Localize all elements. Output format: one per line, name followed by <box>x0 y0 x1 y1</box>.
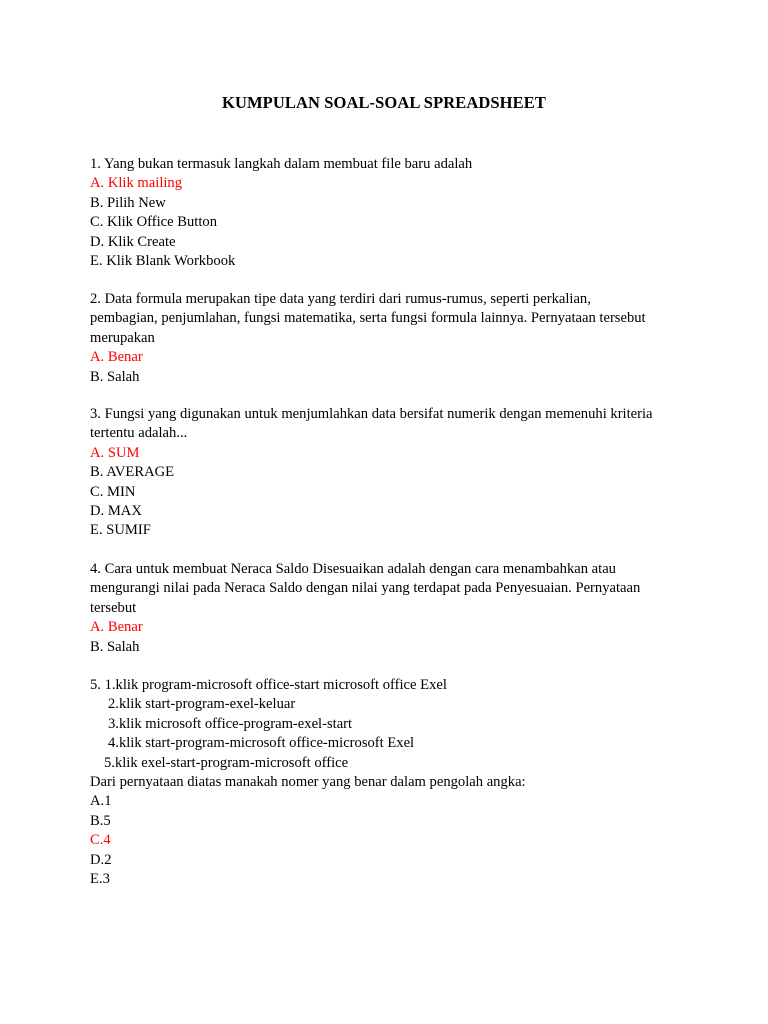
option: B. Salah <box>90 638 140 655</box>
option: B. Pilih New <box>90 194 166 211</box>
question-prompt: Dari pernyataan diatas manakah nomer yang benar dalam pengolah angka: <box>90 774 526 791</box>
option: D. Klik Create <box>90 233 176 250</box>
question-3 <box>90 405 690 541</box>
question-text: 5. 1.klik program-microsoft office-start microsoft office Exel <box>90 677 447 693</box>
option: D. MAX <box>90 503 142 520</box>
option-correct: A. SUM <box>90 444 140 461</box>
option: C. MIN <box>90 483 136 500</box>
step-item: 3.klik microsoft office-program-exel-start <box>108 715 353 732</box>
question-text: pembagian, penjumlahan, fungsi matematika, serta fungsi formula lainnya. Pernyataan tersebut <box>90 310 646 327</box>
question-text: 4. Cara untuk membuat Neraca Saldo Disesuaikan adalah dengan cara menambahkan atau <box>90 561 616 577</box>
step-item: 2.klik start-program-exel-keluar <box>108 696 296 713</box>
option-correct: A. Benar <box>90 619 143 636</box>
question-text: mengurangi nilai pada Neraca Saldo dengan nilai yang terdapat pada Penyesuaian. Pernyataan <box>90 580 641 597</box>
option: E. SUMIF <box>90 522 151 539</box>
question-4 <box>90 560 690 657</box>
question-text: tertentu adalah... <box>90 425 188 442</box>
option: A.1 <box>90 793 112 810</box>
option-correct: A. Klik mailing <box>90 175 183 192</box>
option: C. Klik Office Button <box>90 214 218 231</box>
option-correct: C.4 <box>90 832 111 849</box>
question-text: tersebut <box>90 599 137 616</box>
option: D.2 <box>90 851 112 868</box>
option: E.3 <box>90 871 110 888</box>
question-5 <box>90 676 690 889</box>
question-text: 1. Yang bukan termasuk langkah dalam membuat file baru adalah <box>90 156 473 172</box>
option: B. AVERAGE <box>90 464 175 481</box>
question-1 <box>90 155 690 271</box>
question-text: merupakan <box>90 329 155 346</box>
option: B. Salah <box>90 368 140 385</box>
option: E. Klik Blank Workbook <box>90 253 236 270</box>
document-title: KUMPULAN SOAL-SOAL SPREADSHEET <box>222 93 546 112</box>
option: B.5 <box>90 812 111 829</box>
question-text: 2. Data formula merupakan tipe data yang terdiri dari rumus-rumus, seperti perkalian, <box>90 291 591 307</box>
question-text: 3. Fungsi yang digunakan untuk menjumlahkan data bersifat numerik dengan memenuhi kriteria <box>90 406 653 422</box>
step-item: 5.klik exel-start-program-microsoft office <box>104 754 349 771</box>
question-2 <box>90 290 690 387</box>
option-correct: A. Benar <box>90 349 143 366</box>
step-item: 4.klik start-program-microsoft office-microsoft Exel <box>108 735 415 752</box>
